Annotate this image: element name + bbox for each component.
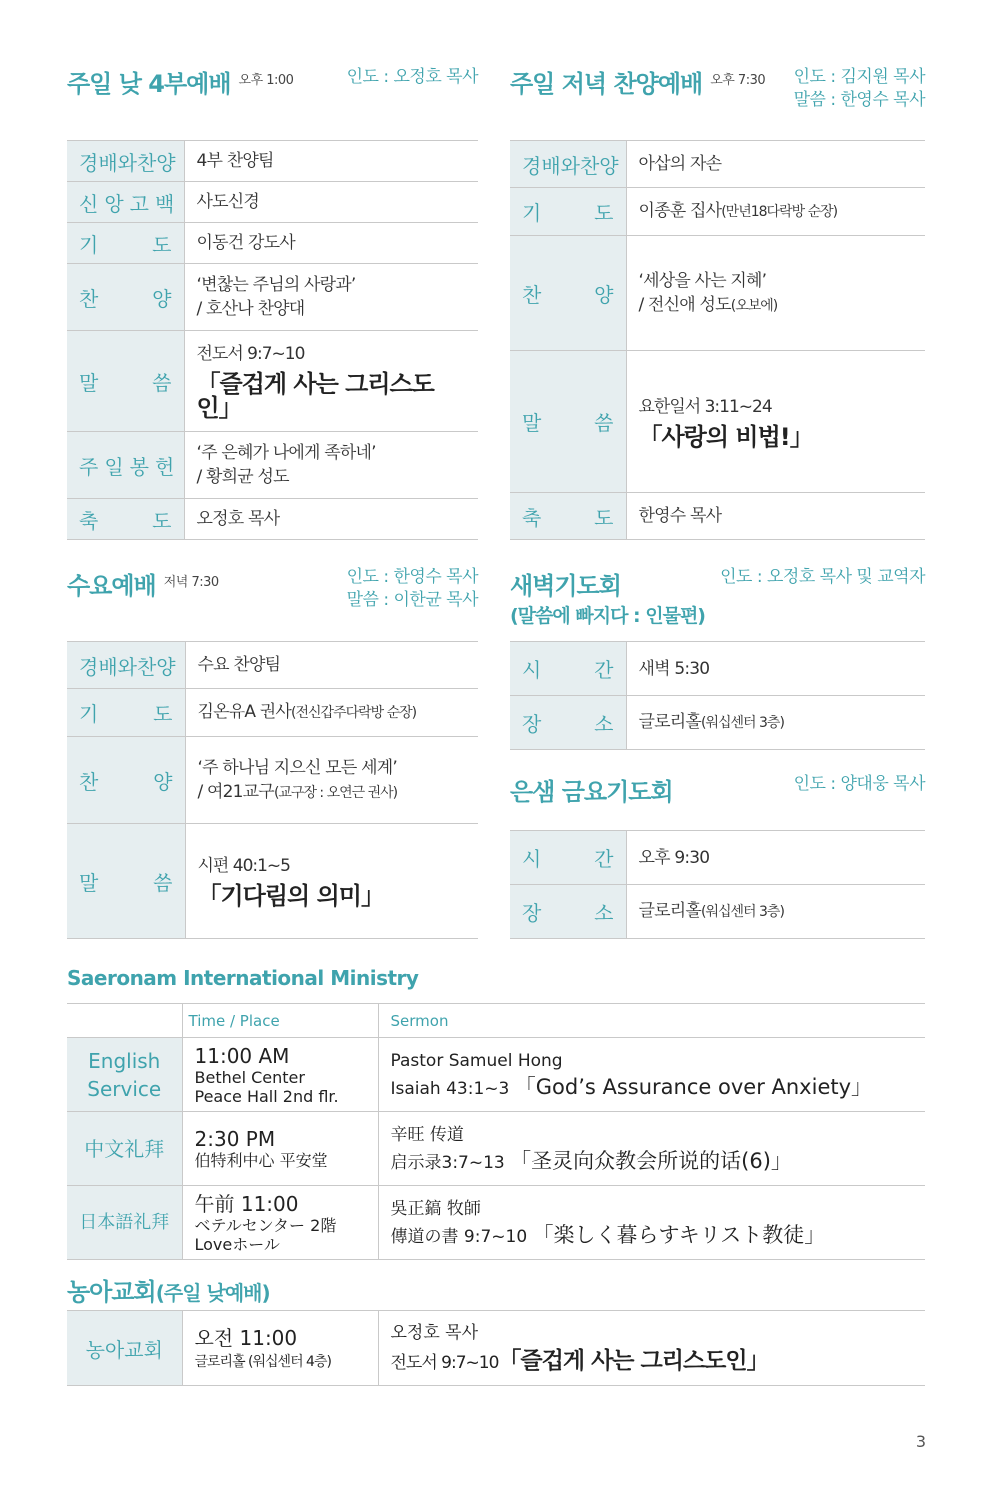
wednesday-leaders (347, 566, 478, 612)
sermon-title: 「楽しく暮らすキリスト教徒」 (532, 1222, 826, 1247)
deaf-church-table (67, 1310, 925, 1386)
sermon-title: 「즐겁게 사는 그리스도인」 (196, 370, 434, 422)
row-label: 기 도 (79, 702, 173, 726)
table-row (510, 885, 925, 939)
table-row (67, 1038, 925, 1112)
table-row (510, 188, 925, 236)
service-name: 中文礼拜 (67, 1112, 182, 1186)
deaf-church-title-text: 농아교회 (67, 1278, 156, 1306)
hymn-note: (교구장 : 오연근 권사) (273, 784, 398, 801)
deaf-church-title-note: (주일 낮예배) (155, 1281, 270, 1305)
section-time: 오후 1:00 (238, 73, 294, 88)
row-label: 신 앙 고 백 (79, 191, 181, 216)
scripture-ref: 전도서 9:7~10 (390, 1353, 499, 1373)
sunday4-leader: 인도 : 오정호 목사 (346, 67, 478, 87)
table-row (510, 831, 925, 885)
offering-hymn: ‘주 은혜가 나에게 족하네’ (196, 443, 376, 463)
dawn-leader: 인도 : 오정호 목사 및 교역자 (720, 567, 925, 587)
table-row (510, 642, 925, 696)
wednesday-table (67, 641, 478, 939)
service-place: Bethel Center (194, 1067, 305, 1087)
wednesday-header (67, 566, 219, 601)
service-name: 日本語礼拜 (67, 1186, 182, 1260)
leader-line: 인도 : 김지원 목사 (793, 67, 925, 87)
sunday-evening-header (510, 64, 765, 99)
sermon-title: 「즐겁게 사는 그리스도인」 (498, 1348, 769, 1374)
preacher-line: 말씀 : 한영수 목사 (793, 90, 925, 110)
scripture-ref: 요한일서 3:11~24 (638, 396, 772, 417)
table-row (67, 1311, 925, 1386)
hymn-note: (오보에) (730, 297, 778, 314)
row-label: 말 씀 (79, 370, 172, 395)
table-row (67, 689, 478, 737)
intl-ministry-title: Saeronam International Ministry (67, 966, 419, 990)
scripture-ref: 전도서 9:7~10 (196, 344, 305, 364)
section-title: 수요예배 (67, 572, 156, 600)
sermon-title: 「사랑의 비법!」 (638, 422, 813, 451)
table-row (67, 264, 478, 331)
dawn-header (510, 566, 705, 628)
prayer-note: (전신갑주다락방 순장) (291, 705, 417, 721)
row-value: 아삽의 자손 (626, 141, 925, 188)
row-label: 시 간 (522, 658, 614, 682)
hymn-title: ‘주 하나님 지으신 모든 세계’ (197, 757, 397, 778)
row-label: 말 씀 (522, 411, 614, 435)
table-row (67, 331, 478, 432)
prayer-note: (만년18다락방 순장) (721, 204, 838, 220)
sermon-title: 「God’s Assurance over Anxiety」 (514, 1074, 873, 1099)
header-sermon: Sermon (378, 1004, 925, 1038)
service-name: English Service (67, 1038, 182, 1112)
row-label: 축 도 (522, 505, 614, 530)
leader-line: 인도 : 한영수 목사 (346, 567, 478, 587)
section-title: 은샘 금요기도회 (510, 778, 673, 806)
scripture-ref: 傳道の書 9:7~10 (390, 1226, 528, 1247)
service-time: 오전 11:00 (194, 1326, 298, 1350)
table-header-row (67, 1004, 925, 1038)
hymn-performer: / 전신애 성도 (638, 294, 731, 315)
row-label: 찬 양 (79, 286, 172, 311)
page-number: 3 (915, 1432, 926, 1451)
place-note: (워십센터 3층) (701, 715, 784, 731)
section-title: 주일 낮 4부예배 (67, 70, 231, 98)
header-time-place: Time / Place (182, 1004, 378, 1038)
scripture-ref: Isaiah 43:1~3 (390, 1078, 510, 1099)
service-name: 농아교회 (67, 1311, 182, 1386)
row-label: 경배와찬양 (79, 150, 176, 175)
row-label: 장 소 (522, 712, 614, 736)
row-label: 기 도 (79, 232, 172, 257)
scripture-ref: 启示录3:7~13 (390, 1152, 505, 1173)
table-row (67, 182, 478, 223)
service-time: 午前 11:00 (194, 1191, 299, 1216)
service-place-detail: Loveホール (194, 1234, 280, 1254)
section-time: 저녁 7:30 (163, 575, 219, 590)
sermon-title: 「圣灵向众教会所说的话(6)」 (510, 1148, 792, 1173)
service-time: 2:30 PM (194, 1127, 276, 1151)
row-value: 오정호 목사 (184, 499, 478, 540)
table-row (67, 432, 478, 499)
sermon-title: 「기다림의 의미」 (197, 882, 384, 910)
preacher: 오정호 목사 (390, 1323, 479, 1343)
section-title: 새벽기도회 (510, 572, 621, 600)
service-time: 11:00 AM (194, 1043, 290, 1068)
prayer-person: 이종훈 집사 (638, 201, 722, 221)
table-row (510, 696, 925, 750)
table-row (510, 351, 925, 493)
place-name: 글로리홀 (638, 901, 701, 921)
friday-table (510, 830, 925, 939)
row-label: 축 도 (79, 508, 172, 533)
section-title: 주일 저녁 찬양예배 (510, 70, 703, 98)
row-value: 새벽 5:30 (626, 642, 925, 696)
service-place: 글로리홀 (워십센터 4층) (194, 1354, 331, 1370)
preacher: Pastor Samuel Hong (390, 1050, 563, 1071)
preacher: 辛旺 传道 (390, 1124, 464, 1145)
prayer-person: 김온유A 권사 (197, 702, 292, 722)
dawn-table (510, 641, 925, 750)
row-label: 기 도 (522, 201, 614, 225)
row-value: 이동건 강도사 (184, 223, 478, 264)
table-row (510, 141, 925, 188)
row-label: 시 간 (522, 847, 614, 871)
sunday-evening-leaders (794, 66, 925, 112)
preacher: 吳正鎬 牧師 (390, 1198, 481, 1219)
table-row (67, 141, 478, 182)
table-row (67, 223, 478, 264)
row-value: 수요 찬양팀 (185, 642, 478, 689)
intl-ministry-table (67, 1003, 925, 1260)
table-row (67, 499, 478, 540)
header-empty (67, 1004, 182, 1038)
place-name: 글로리홀 (638, 712, 701, 732)
scripture-ref: 시편 40:1~5 (197, 856, 290, 876)
table-row (510, 493, 925, 540)
hymn-title: ‘변찮는 주님의 사랑과’ (196, 275, 356, 295)
friday-header (510, 772, 673, 807)
row-value: 사도신경 (184, 182, 478, 223)
sunday4-header (67, 64, 293, 99)
section-subtitle: (말씀에 빠지다 : 인물편) (510, 605, 705, 627)
hymn-title: ‘세상을 사는 지혜’ (638, 270, 767, 291)
friday-leader: 인도 : 양대웅 목사 (793, 774, 925, 794)
sunday4-table (67, 140, 478, 540)
service-place: ベテルセンター 2階 (194, 1215, 337, 1235)
service-place: 伯特利中心 平安堂 (194, 1151, 328, 1170)
row-label: 경배와찬양 (522, 153, 619, 178)
table-row (510, 236, 925, 351)
table-row (67, 824, 478, 939)
table-row (67, 1112, 925, 1186)
table-row (67, 642, 478, 689)
row-value: 4부 찬양팀 (184, 141, 478, 182)
row-label: 경배와찬양 (79, 654, 176, 679)
service-place-detail: Peace Hall 2nd flr. (194, 1086, 339, 1106)
place-note: (워십센터 3층) (701, 904, 784, 920)
table-row (67, 737, 478, 824)
hymn-performer: / 여21교구 (197, 781, 274, 802)
row-label: 주 일 봉 헌 (79, 454, 181, 479)
sunday-evening-table (510, 140, 925, 540)
row-label: 찬 양 (79, 769, 173, 794)
preacher-line: 말씀 : 이한균 목사 (346, 590, 478, 610)
row-value: 오후 9:30 (626, 831, 925, 885)
table-row (67, 1186, 925, 1260)
hymn-performer: / 호산나 찬양대 (196, 299, 305, 319)
deaf-church-title (67, 1272, 270, 1307)
row-label: 찬 양 (522, 282, 614, 307)
row-label: 장 소 (522, 901, 614, 925)
row-value: 한영수 목사 (626, 493, 925, 540)
row-label: 말 씀 (79, 870, 173, 895)
offering-performer: / 황희균 성도 (196, 467, 289, 487)
section-time: 오후 7:30 (710, 73, 766, 88)
